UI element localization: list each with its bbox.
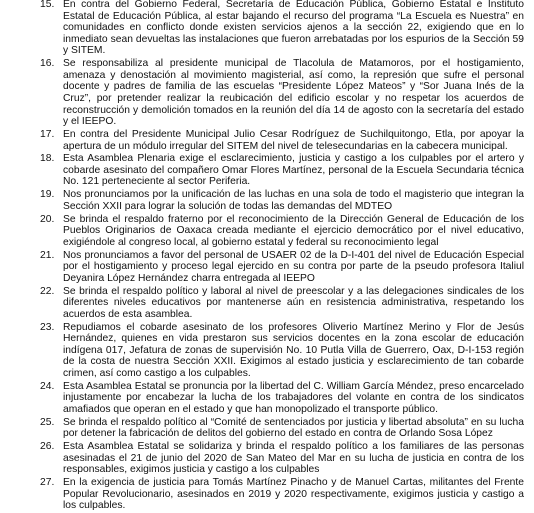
- item-text: Nos pronunciamos por la unificación de las luchas en una sola de todo el magisterio que integran la Sección XXII para lograr la solución de todas las demandas del MDTEO: [63, 189, 524, 212]
- item-text: En contra del Presidente Municipal Julio Cesar Rodríguez de Suchilquitongo, Etla, por apoyar la apertura de un módulo irregular del SITEM del nivel de telesecundarias en la cabecera municipal.: [63, 128, 524, 152]
- item-text: Se brinda el respaldo político al “Comité de sentenciados por justicia y libertad absoluta” en su lucha por detener la fabricación de delitos del gobierno del estado en contra de Orlando Sosa López: [63, 416, 524, 440]
- list-item: [0, 214, 524, 249]
- list-item: [0, 441, 524, 476]
- list-item: [0, 417, 524, 440]
- list-item: [0, 381, 524, 416]
- item-number: 21.: [40, 249, 55, 261]
- item-number: 26.: [40, 441, 55, 453]
- list-item: [0, 0, 524, 57]
- item-number: 25.: [40, 416, 55, 428]
- item-number: 18.: [40, 153, 55, 165]
- list-item: [0, 153, 524, 188]
- item-text: Esta Asamblea Estatal se pronuncia por la libertad del C. William García Méndez, preso encarcelado injustamente por encabezar la lucha de los trabajadores del volante en contra de los sindicatos amafiados que operan en el estado y que han monopolizado el transporte público.: [63, 380, 524, 415]
- item-text: Esta Asamblea Plenaria exige el esclarecimiento, justicia y castigo a los culpables por el artero y cobarde asesinato del compañero Omar Flores Martínez, personal de la Escuela Secundaria técnica No. 121 perteneciente al sector Periferia.: [63, 153, 524, 188]
- item-number: 19.: [40, 189, 55, 201]
- item-number: 15.: [40, 0, 55, 10]
- item-number: 16.: [40, 58, 55, 70]
- item-number: 17.: [40, 128, 55, 140]
- list-item: [0, 58, 524, 128]
- item-text: Se brinda el respaldo político y laboral al nivel de preescolar y a las delegaciones sindicales de los diferentes niveles educativos por mantenerse aún en resistencia administrativa, respetando los acuerdos de esta asamblea.: [63, 285, 524, 320]
- item-text: Se responsabiliza al presidente municipal de Tlacolula de Matamoros, por el hostigamiento, amenaza y denostación al movimiento magisterial, así como, la represión que sufre el personal docente y padres de familia de las escuelas “Presidente López Mateos” y “Sor Juana Inés de la Cruz”, por pretender realizar la reubicación del edificio escolar y no respetar los acuerdos de reconstrucción y demolición tomados en la reunión del día 14 de agosto con la secretaría del estado y el IEEPO.: [63, 58, 524, 128]
- list-item: [0, 477, 524, 512]
- list-item: [0, 189, 524, 212]
- item-text: Se brinda el respaldo fraterno por el reconocimiento de la Dirección General de Educación de los Pueblos Originarios de Oaxaca creada mediante el ejercicio democrático por el nivel educativo, exigiéndole al congreso local, al gobierno estatal y federal su reconocimiento legal: [63, 213, 524, 248]
- item-number: 22.: [40, 285, 55, 297]
- item-number: 24.: [40, 380, 55, 392]
- list-item: [0, 250, 524, 285]
- item-text: En la exigencia de justicia para Tomás Martínez Pinacho y de Manuel Cartas, militantes del Frente Popular Revolucionario, asesinados en 2019 y 2020 respectivamente, exigimos justicia y castigo a los culpables.: [63, 477, 524, 512]
- item-text: Repudiamos el cobarde asesinato de los profesores Oliverio Martínez Merino y Flor de Jesús Hernández, quienes en vida prestaron sus servicios docentes en la zona escolar de educación indígena 017, Jefatura de zonas de supervisión No. 10 Putla Villa de Guerrero, Oax, D-I-153 región de la costa de nuestra Sección XXII. Exigimos al estado justicia y esclarecimiento de tan cobarde crimen, así como castigo a los culpables.: [63, 321, 524, 379]
- item-text: Nos pronunciamos a favor del personal de USAER 02 de la D-I-401 del nivel de Educación Especial por el hostigamiento y proceso legal ejercido en su contra por parte de la pseudo profesora Italiul Deyanira López Hernández charra entregada al IEEPO: [63, 249, 524, 284]
- item-number: 27.: [40, 477, 55, 488]
- item-text: En contra del Gobierno Federal, Secretaría de Educación Pública, Gobierno Estatal e Instituto Estatal de Educación Pública, al estar bajando el recurso del programa “La Escuela es Nuestra” en comunidades en conflicto donde existen servicios ajenos a la sección 22, exigiendo que en lo inmediato sean devueltas las instalaciones que fueron arrebatadas por los espurios de la Sección 59 y SITEM.: [63, 0, 524, 57]
- list-item: [0, 322, 524, 380]
- item-number: 23.: [40, 321, 55, 333]
- list-item: [0, 129, 524, 152]
- item-text: Esta Asamblea Estatal se solidariza y brinda el respaldo político a los familiares de las personas asesinadas el 21 de junio del 2020 de San Mateo del Mar en su lucha de justicia en contra de los responsables, exigimos justicia y castigo a los culpables: [63, 441, 524, 476]
- list-item: [0, 286, 524, 321]
- item-number: 20.: [40, 213, 55, 225]
